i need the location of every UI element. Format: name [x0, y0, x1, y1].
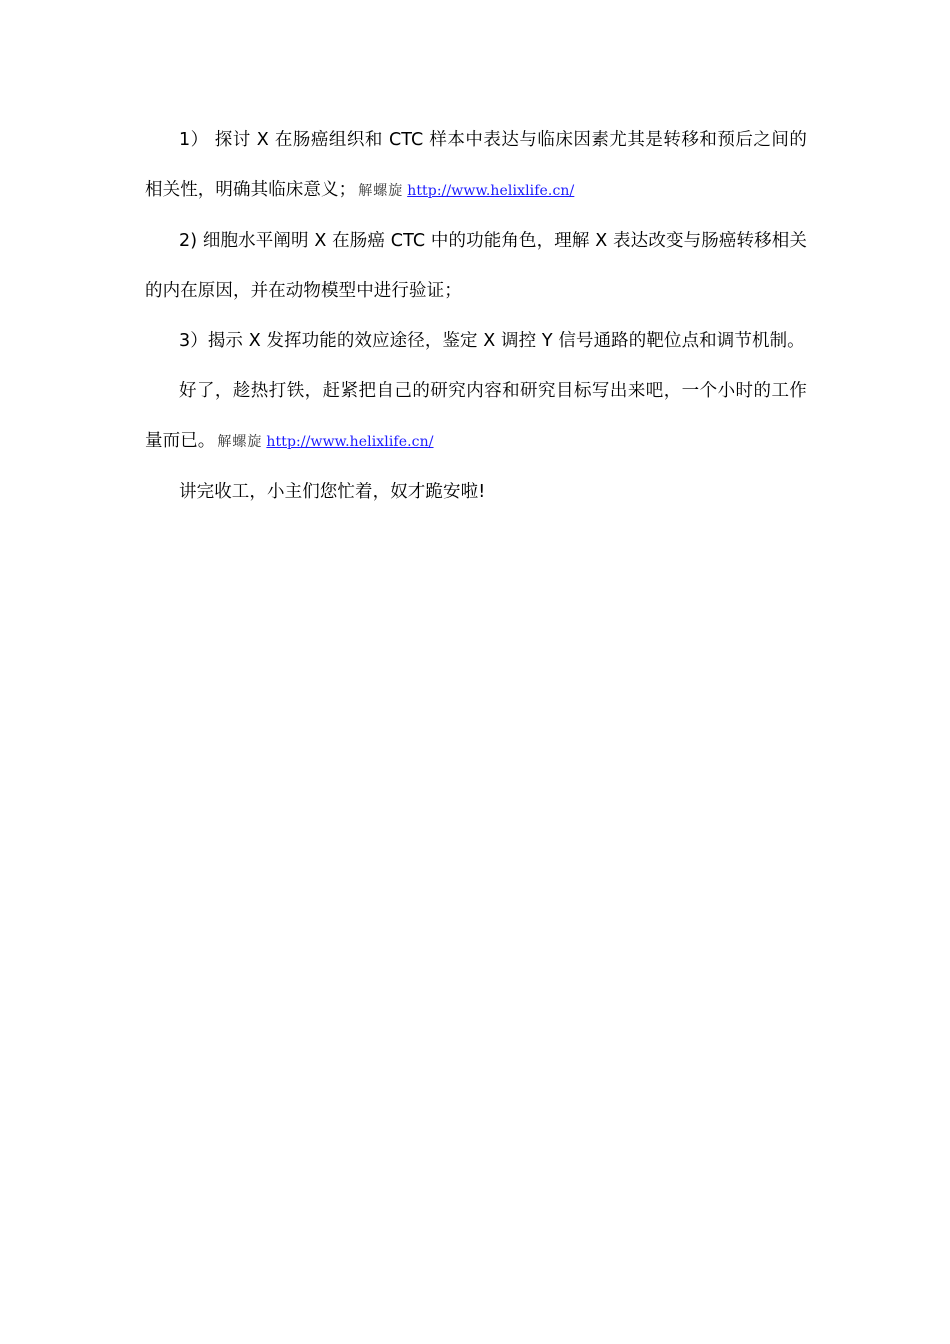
watermark-link[interactable]: http://www.helixlife.cn/ [266, 434, 434, 450]
paragraph-text: 3）揭示 X 发挥功能的效应途径，鉴定 X 调控 Y 信号通路的靶位点和调节机制。 [179, 331, 805, 351]
paragraph-closing [145, 366, 807, 467]
document-page [145, 115, 807, 517]
paragraph-objective-1 [145, 115, 807, 216]
paragraph-text: 1） 探讨 X 在肠癌组织和 CTC 样本中表达与临床因素尤其是转移和预后之间的相关性，明确其临床意义； [145, 130, 807, 200]
paragraph-text: 好了，趁热打铁，赶紧把自己的研究内容和研究目标写出来吧，一个小时的工作量而已。 [145, 381, 807, 451]
paragraph-objective-3 [145, 316, 807, 366]
watermark-label: 解螺旋 [358, 183, 404, 199]
paragraph-signoff [145, 467, 807, 517]
paragraph-text: 2) 细胞水平阐明 X 在肠癌 CTC 中的功能角色，理解 X 表达改变与肠癌转移相关的内在原因，并在动物模型中进行验证； [145, 231, 807, 301]
paragraph-objective-2 [145, 216, 807, 316]
paragraph-text: 讲完收工，小主们您忙着，奴才跪安啦! [179, 482, 486, 502]
watermark-label: 解螺旋 [217, 434, 263, 450]
watermark-link[interactable]: http://www.helixlife.cn/ [407, 183, 575, 199]
